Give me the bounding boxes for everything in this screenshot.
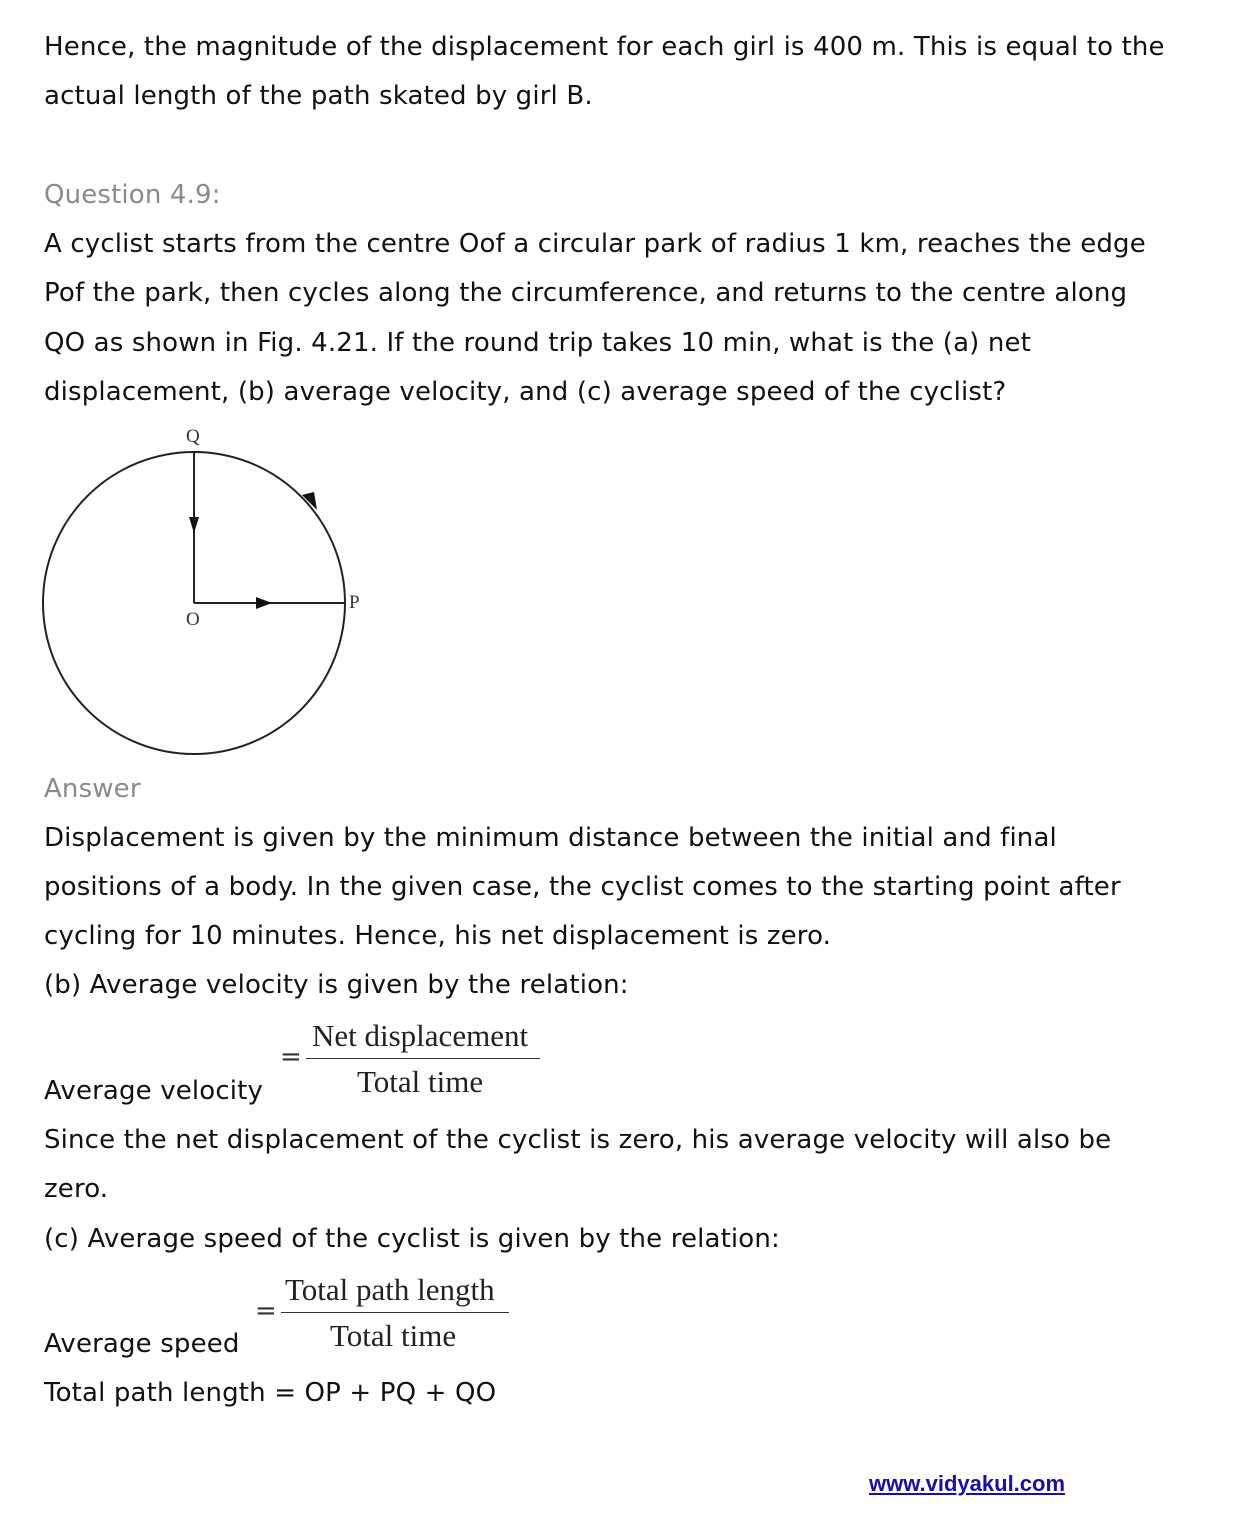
answer-line-1: Displacement is given by the minimum distance between the initial and final <box>44 823 1057 853</box>
arrow-down-icon <box>189 517 199 533</box>
footer-website-link[interactable]: www.vidyakul.com <box>869 1471 1066 1496</box>
label-q: Q <box>186 426 200 447</box>
answer-line-3: cycling for 10 minutes. Hence, his net displacement is zero. <box>44 921 832 951</box>
answer-line-2: positions of a body. In the given case, the cyclist comes to the starting point after <box>44 872 1121 902</box>
speed-formula-equals: = <box>255 1296 277 1326</box>
question-heading: Question 4.9: <box>44 180 221 210</box>
velocity-line-3: (c) Average speed of the cyclist is given by the relation: <box>44 1224 780 1254</box>
circular-park-figure <box>40 420 380 760</box>
velocity-formula-denominator: Total time <box>357 1064 484 1099</box>
velocity-line-2: zero. <box>44 1174 109 1204</box>
question-line-1: A cyclist starts from the centre Oof a circular park of radius 1 km, reaches the edge <box>44 229 1146 259</box>
speed-formula-lhs: Average speed <box>44 1329 240 1359</box>
answer-line-4: (b) Average velocity is given by the relation: <box>44 970 629 1000</box>
arrow-right-icon <box>256 597 272 609</box>
question-line-2: Pof the park, then cycles along the circumference, and returns to the centre along <box>44 278 1128 308</box>
velocity-formula-lhs: Average velocity <box>44 1076 264 1106</box>
question-line-4: displacement, (b) average velocity, and (c) average speed of the cyclist? <box>44 377 1007 407</box>
intro-line-1: Hence, the magnitude of the displacement for each girl is 400 m. This is equal to the <box>44 32 1165 62</box>
path-length-line: Total path length = OP + PQ + QO <box>44 1378 497 1408</box>
speed-formula-numerator: Total path length <box>285 1272 495 1307</box>
label-o: O <box>186 609 200 630</box>
velocity-formula-numerator: Net displacement <box>312 1018 529 1053</box>
velocity-line-1: Since the net displacement of the cyclist is zero, his average velocity will also be <box>44 1125 1112 1155</box>
question-line-3: QO as shown in Fig. 4.21. If the round trip takes 10 min, what is the (a) net <box>44 328 1032 358</box>
label-p: P <box>349 592 360 613</box>
velocity-formula-equals: = <box>280 1042 302 1072</box>
answer-heading: Answer <box>44 774 141 804</box>
speed-fraction-bar <box>281 1312 509 1313</box>
speed-formula-denominator: Total time <box>330 1318 457 1353</box>
velocity-fraction-bar <box>306 1058 540 1059</box>
intro-line-2: actual length of the path skated by girl B. <box>44 81 593 111</box>
